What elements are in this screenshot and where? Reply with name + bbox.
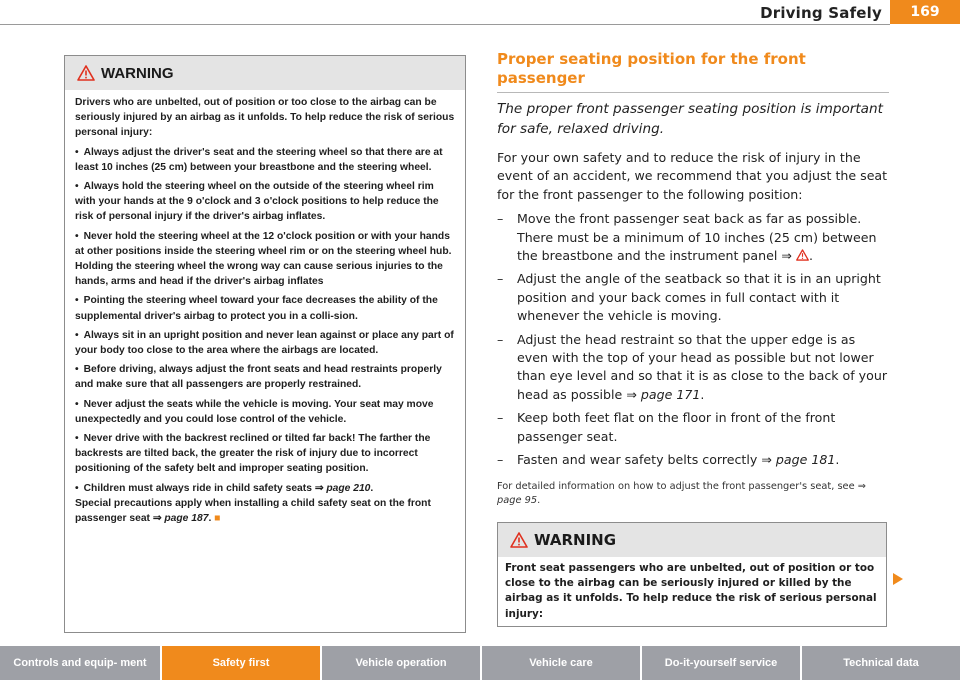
footer-tab-vehicle-care[interactable]: Vehicle care [482, 646, 640, 680]
note-text: For detailed information on how to adjust the front passenger's seat, see ⇒ page 95. [497, 480, 866, 506]
section-title: Driving Safely [760, 4, 882, 22]
list-item: – Keep both feet flat on the floor in front of the front passenger seat. [497, 410, 836, 444]
warning-intro: Drivers who are unbelted, out of position or too close to the airbag can be seriously injured by an airbag as it unfolds. To help reduce the risk of serious personal injury: [75, 97, 455, 139]
dash-icon: – [497, 271, 504, 287]
warning-body [65, 90, 465, 526]
list-item: – Adjust the angle of the seatback so that it is in an upright position and your back comes in full contact with it whenever the vehicle is moving. [497, 271, 881, 324]
footer-tab-diy-service[interactable]: Do-it-yourself service [642, 646, 800, 680]
list-item: – Adjust the head restraint so that the upper edge is as even with the top of your head as possible but not lower than eye level and so that it is as close to the back of your head as possible ⇒ page 171. [497, 331, 888, 402]
warning-triangle-icon [77, 65, 95, 81]
continue-arrow-icon [893, 573, 903, 585]
warning-bullet: • Always adjust the driver's seat and the steering wheel so that there are at least 10 inches (25 cm) between your breastbone and the steering wheel. [75, 146, 443, 173]
page-reference-link[interactable]: page 181 [775, 452, 836, 468]
list-item: – Move the front passenger seat back as far as possible. There must be a minimum of 10 inches (25 cm) between the breastbone and the instrument panel ⇒ . [497, 211, 877, 264]
bullet-icon: • [75, 398, 79, 410]
warning-bullet: • Never hold the steering wheel at the 12 o'clock position or with your hands at other positions inside the steering wheel rim or on the steering wheel hub. Holding the steering wheel the wrong way can cause serious injuries to the hands, arms and head if the driver's airbag inflates [75, 230, 452, 288]
page-number: 169 [890, 0, 960, 24]
page-reference-link[interactable]: page 187 [164, 513, 209, 525]
footer-tab-safety-first[interactable]: Safety first [162, 646, 320, 680]
warning-bullet: • Before driving, always adjust the front seats and head restraints properly and make sure that all passengers are properly restrained. [75, 364, 442, 391]
warning-triangle-icon [510, 532, 528, 548]
warning-header [498, 523, 886, 557]
special-precautions-text: Special precautions apply when installing a child safety seat on the front passenger seat [75, 497, 431, 525]
body-paragraph: For your own safety and to reduce the risk of injury in the event of an accident, we recommend that you adjust the seat for the front passenger to the following position: [497, 150, 888, 202]
arrow-icon: ⇒ [781, 248, 792, 264]
arrow-icon: ⇒ [626, 386, 637, 402]
warning-bullet: • Pointing the steering wheel toward your face decreases the ability of the supplemental driver's airbag to protect you in a colli-sion. [75, 295, 438, 322]
end-mark-icon: ■ [214, 513, 221, 525]
warning-bullet: • Never drive with the backrest reclined or tilted far back! The farther the backrests are tilted back, the greater the risk of injury due to incorrect positioning of the safety belt and improper seating position. [75, 433, 431, 475]
dash-icon: – [497, 452, 504, 468]
footer-tab-controls[interactable]: Controls and equip- ment [0, 646, 160, 680]
warning-bullet: • Always hold the steering wheel on the outside of the steering wheel rim with your hands at the 9 o'clock and 3 o'clock positions to help reduce the risk of personal injury if the driver's airbag inflates. [75, 181, 439, 223]
arrow-icon: ⇒ [761, 452, 772, 468]
warning-box-right [497, 522, 887, 628]
warning-body: Front seat passengers who are unbelted, out of position or too close to the airbag can be seriously injured or killed by the airbag as it unfolds. To help reduce the risk of serious personal injury: [505, 561, 877, 620]
warning-bullet: • Never adjust the seats while the vehicle is moving. Your seat may move unexpectedly and you could lose control of the vehicle. [75, 398, 434, 425]
bullet-icon: • [75, 329, 79, 341]
arrow-icon: ⇒ [857, 480, 866, 492]
warning-header [65, 56, 465, 90]
bullet-icon: • [75, 181, 79, 193]
header-rule [0, 24, 890, 25]
bullet-icon: • [75, 433, 79, 445]
dash-icon: – [497, 331, 504, 347]
warning-bullet: • Always sit in an upright position and never lean against or place any part of your body too close to the area where the airbags are located. [75, 329, 454, 357]
step-list [497, 210, 889, 469]
page-reference-link[interactable]: page 95 [497, 494, 538, 506]
dash-icon: – [497, 410, 504, 426]
footer-tab-technical-data[interactable]: Technical data [802, 646, 960, 680]
warning-box-left [64, 55, 466, 633]
warning-label: WARNING [101, 64, 174, 82]
bullet-icon: • [75, 230, 79, 242]
warning-bullet-last: • Children must always ride in child safety seats ⇒ page 210. Special precautions apply when installing a child safety seat on the front passenger seat ⇒ page 187. ■ [75, 482, 431, 525]
arrow-icon: ⇒ [152, 513, 162, 525]
page-reference-link[interactable]: page 171 [640, 386, 701, 402]
warning-label: WARNING [534, 530, 617, 549]
arrow-icon: ⇒ [314, 482, 324, 494]
footer-nav [0, 646, 960, 680]
bullet-icon: • [75, 364, 79, 376]
dash-icon: – [497, 211, 504, 227]
right-column [497, 50, 889, 627]
bullet-icon: • [75, 146, 79, 158]
bullet-icon: • [75, 482, 79, 494]
page-reference-link[interactable]: page 210 [326, 482, 371, 494]
intro-text: The proper front passenger seating position is important for safe, relaxed driving. [497, 101, 883, 137]
list-item: – Fasten and wear safety belts correctly ⇒ page 181. [497, 451, 889, 469]
subsection-title: Proper seating position for the front passenger [497, 50, 889, 93]
bullet-icon: • [75, 295, 79, 307]
warning-triangle-icon[interactable] [796, 249, 809, 261]
footer-tab-vehicle-operation[interactable]: Vehicle operation [322, 646, 480, 680]
